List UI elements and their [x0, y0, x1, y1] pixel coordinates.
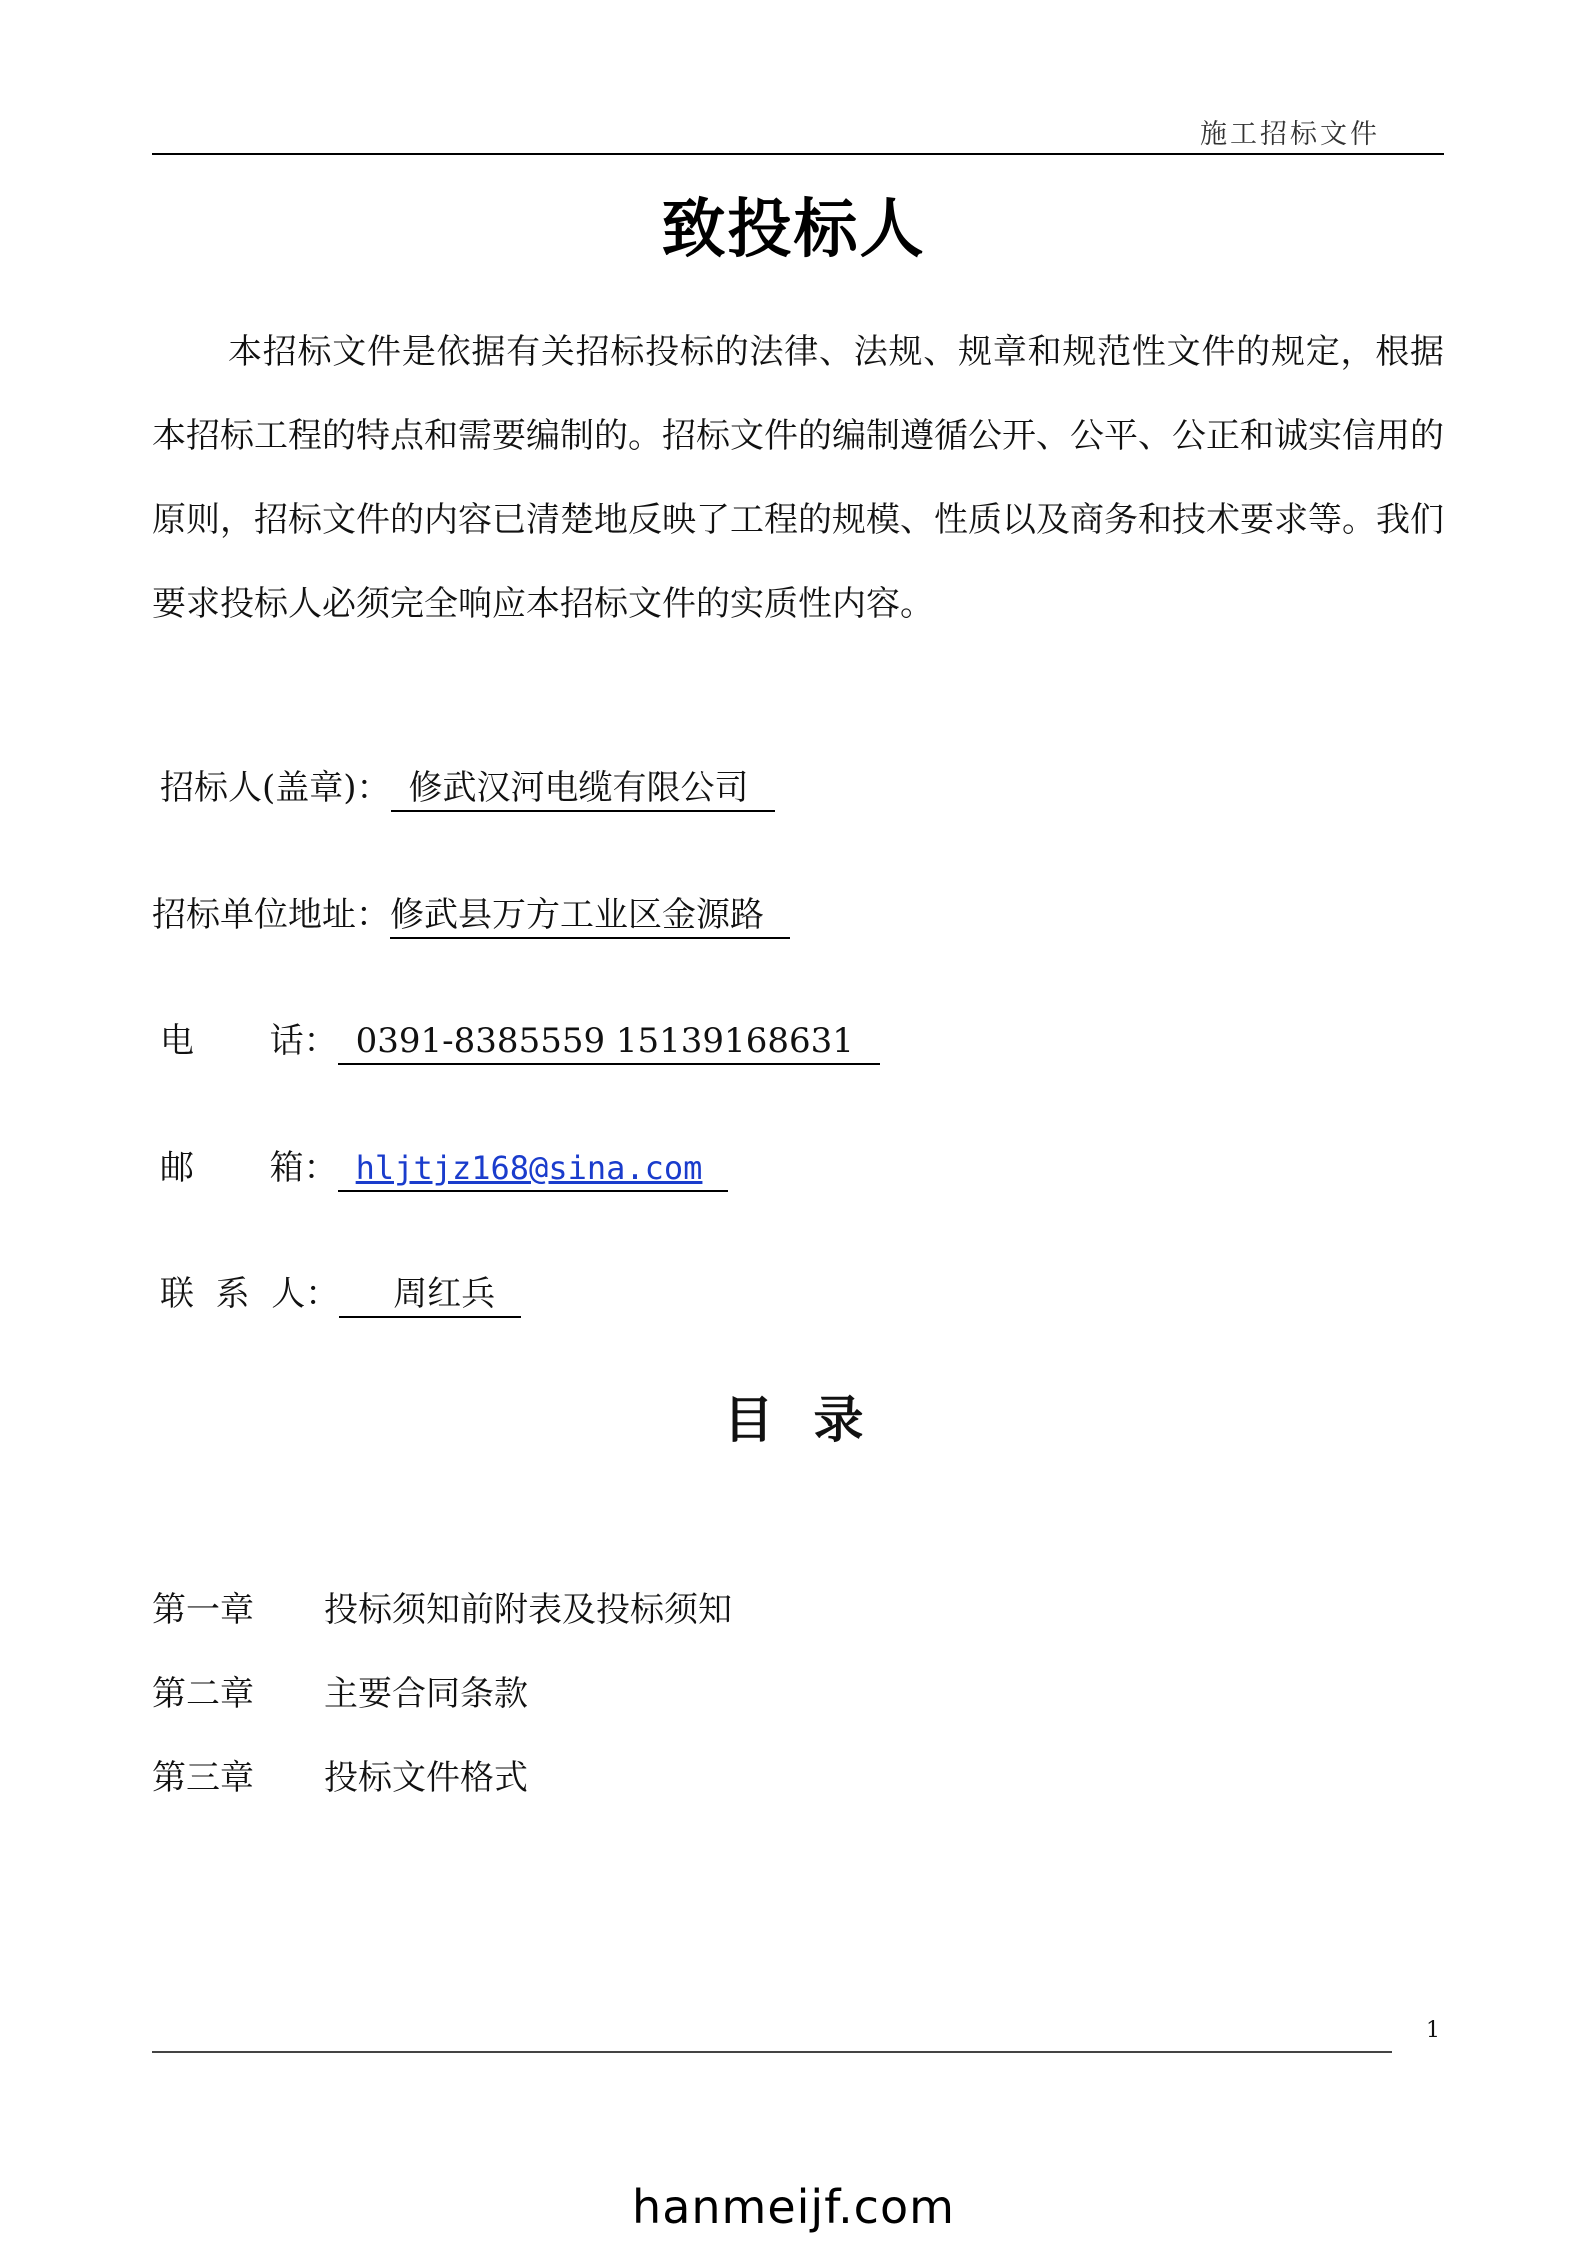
toc-item [152, 1666, 528, 1715]
bidder-row [160, 760, 775, 812]
contact-row [160, 1266, 521, 1318]
bidder-value: 修武汉河电缆有限公司 [391, 768, 775, 812]
bidder-label: 招标人(盖章)： [160, 768, 391, 808]
toc-chapter-label: 第二章 [152, 1674, 254, 1714]
page-number: 1 [1426, 2018, 1440, 2043]
email-label: 邮 箱： [160, 1148, 338, 1188]
contact-value: 周红兵 [339, 1274, 521, 1318]
site-watermark: hanmeijf.com [632, 2180, 955, 2234]
toc-item [152, 1750, 528, 1799]
toc-title: 目录 [723, 1391, 904, 1449]
footer-rule [152, 2051, 1392, 2053]
toc-chapter-label: 第三章 [152, 1758, 254, 1798]
phone-row [160, 1013, 880, 1065]
address-row [152, 887, 790, 939]
toc-chapter-label: 第一章 [152, 1590, 254, 1630]
email-underline [338, 1148, 729, 1192]
address-label: 招标单位地址： [152, 895, 390, 935]
running-header: 施工招标文件 [1200, 119, 1380, 150]
header-rule [152, 153, 1444, 155]
toc-chapter-title: 投标须知前附表及投标须知 [324, 1590, 732, 1630]
toc-chapter-title: 主要合同条款 [324, 1674, 528, 1714]
toc-item [152, 1582, 732, 1631]
intro-paragraph: 本招标文件是依据有关招标投标的法律、法规、规章和规范性文件的规定，根据本招标工程的特点和需要编制的。招标文件的编制遵循公开、公平、公正和诚实信用的原则，招标文件的内容已清楚地反映了工程的规模、性质以及商务和技术要求等。我们要求投标人必须完全响应本招标文件的实质性内容。 [152, 332, 1444, 624]
page-title: 致投标人 [661, 193, 926, 267]
email-row [160, 1140, 728, 1192]
address-value: 修武县万方工业区金源路 [390, 895, 790, 939]
toc-chapter-title: 投标文件格式 [324, 1758, 528, 1798]
phone-label: 电 话： [160, 1021, 338, 1061]
email-link[interactable]: hljtjz168@sina.com [355, 1149, 703, 1187]
contact-label: 联 系 人： [160, 1274, 340, 1314]
phone-value: 0391-8385559 15139168631 [338, 1021, 880, 1065]
